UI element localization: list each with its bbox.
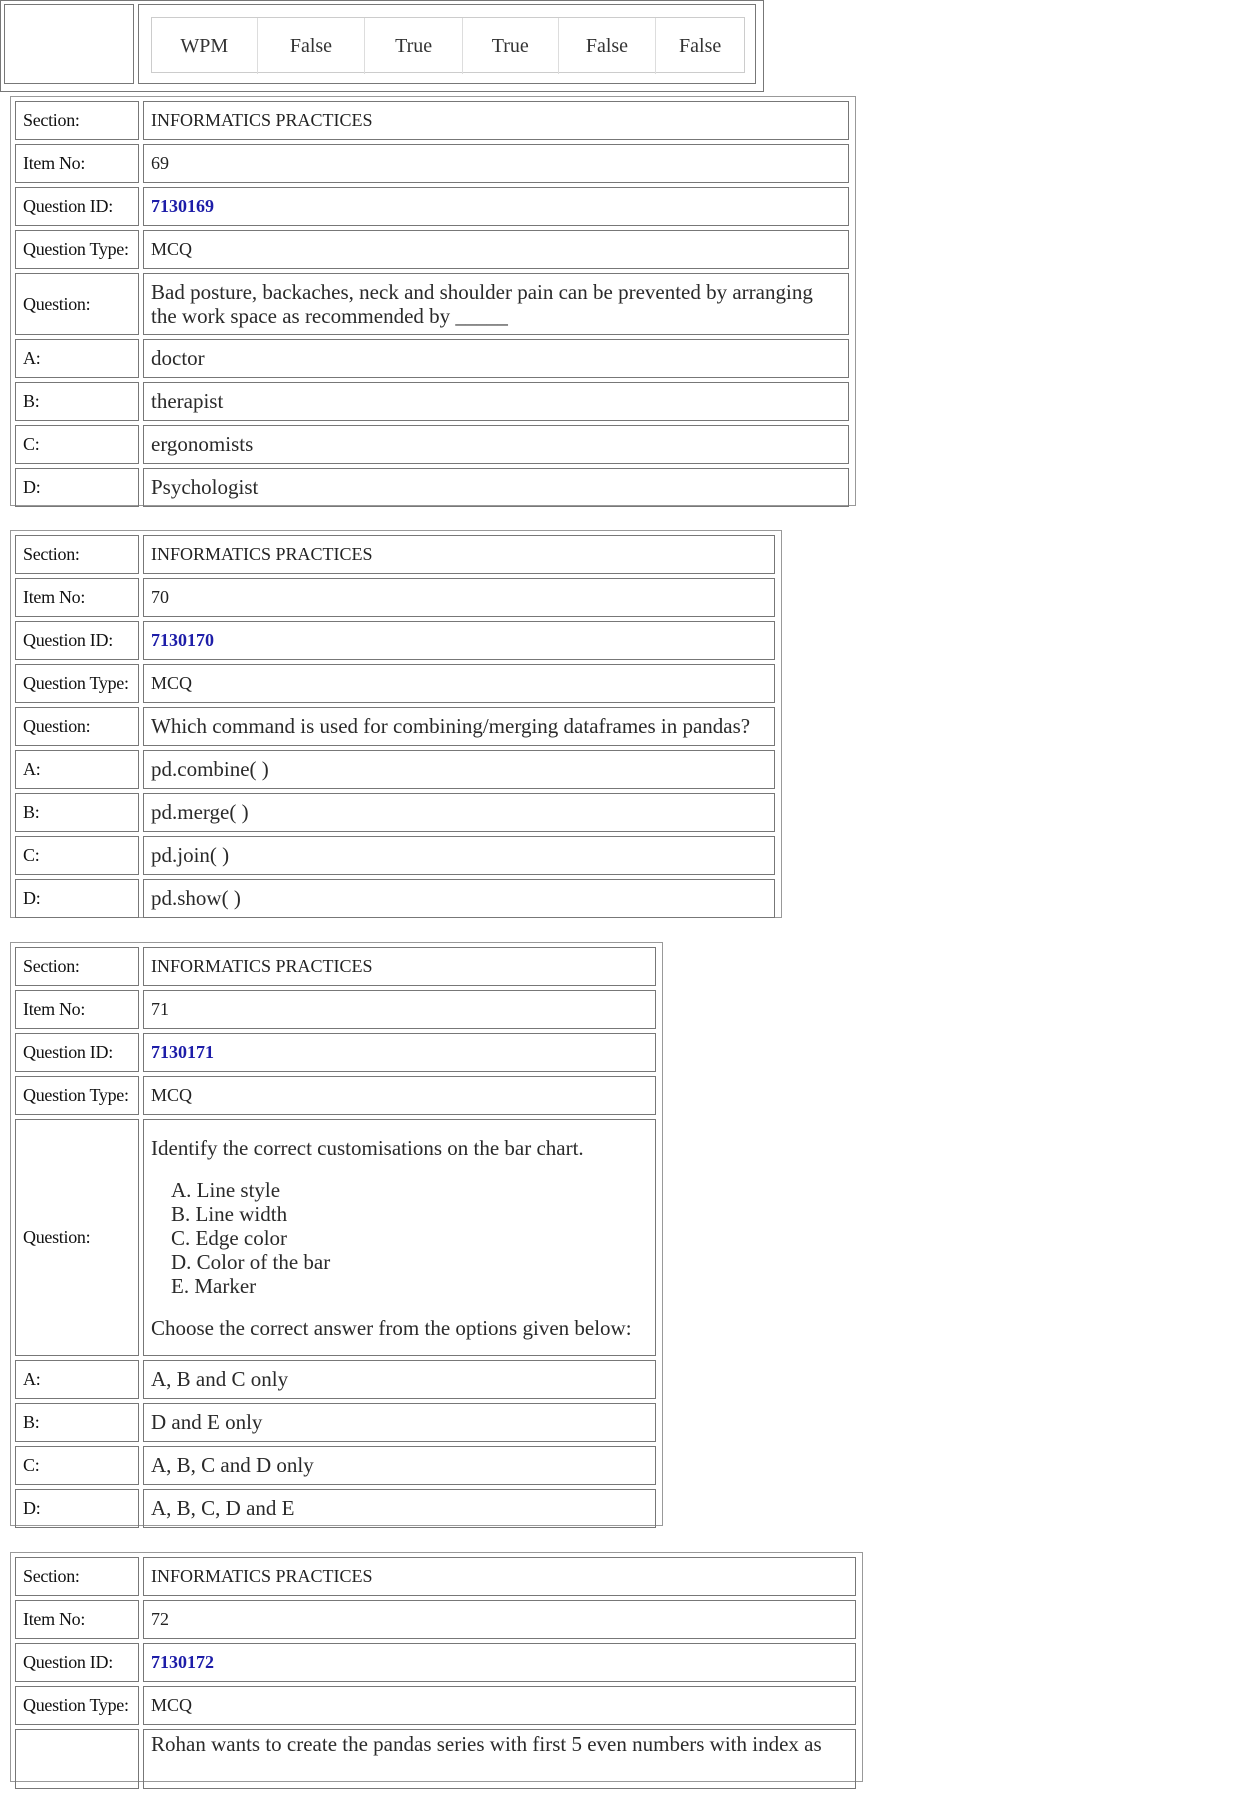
- truth-table-cell: False: [258, 18, 366, 74]
- option-d-value: A, B, C, D and E: [143, 1489, 656, 1528]
- item-no-label: Item No:: [15, 578, 139, 617]
- question-line: Bad posture, backaches, neck and shoulder pain can be prevented by arranging: [151, 280, 813, 304]
- item-no-label: Item No:: [15, 990, 139, 1029]
- question-text: [143, 1119, 656, 1356]
- option-c-label: C:: [15, 1446, 139, 1485]
- question-type-label: Question Type:: [15, 664, 139, 703]
- truth-table-cell: True: [463, 18, 559, 74]
- question-id-value: 7130172: [143, 1643, 856, 1682]
- previous-value-cell: [138, 4, 756, 84]
- question-id-label: Question ID:: [15, 1643, 139, 1682]
- option-b-value: therapist: [143, 382, 849, 421]
- truth-table-row: [152, 18, 744, 74]
- question-id-value: 7130169: [143, 187, 849, 226]
- question-sublist: [171, 1178, 648, 1298]
- question-id-value: 7130171: [143, 1033, 656, 1072]
- option-d-label: D:: [15, 1489, 139, 1528]
- section-value: INFORMATICS PRACTICES: [143, 535, 775, 574]
- option-a-value: doctor: [143, 339, 849, 378]
- item-no-label: Item No:: [15, 144, 139, 183]
- option-c-value: pd.join( ): [143, 836, 775, 875]
- option-b-label: B:: [15, 382, 139, 421]
- item-no-label: Item No:: [15, 1600, 139, 1639]
- sublist-item: B. Line width: [171, 1201, 288, 1226]
- section-value: INFORMATICS PRACTICES: [143, 101, 849, 140]
- item-no-value: 69: [143, 144, 849, 183]
- item-no-value: 72: [143, 1600, 856, 1639]
- question-label: Question:: [15, 1119, 139, 1356]
- previous-question-table: [0, 0, 764, 92]
- question-type-label: Question Type:: [15, 1686, 139, 1725]
- question-id-label: Question ID:: [15, 187, 139, 226]
- option-a-label: A:: [15, 1360, 139, 1399]
- sublist-item: C. Edge color: [171, 1225, 288, 1250]
- question-block: [10, 942, 663, 1526]
- section-value: INFORMATICS PRACTICES: [143, 947, 656, 986]
- option-a-label: A:: [15, 750, 139, 789]
- question-label: Question:: [15, 273, 139, 335]
- item-no-value: 71: [143, 990, 656, 1029]
- question-line: the work space as recommended by _____: [151, 304, 508, 328]
- section-label: Section:: [15, 1557, 139, 1596]
- question-type-label: Question Type:: [15, 230, 139, 269]
- question-id-label: Question ID:: [15, 621, 139, 660]
- option-b-label: B:: [15, 1403, 139, 1442]
- section-label: Section:: [15, 947, 139, 986]
- option-d-value: Psychologist: [143, 468, 849, 507]
- question-type-value: MCQ: [143, 1686, 856, 1725]
- truth-table: [151, 17, 745, 73]
- question-text: [143, 273, 849, 335]
- option-d-value: pd.show( ): [143, 879, 775, 918]
- sublist-item: D. Color of the bar: [171, 1249, 331, 1274]
- question-block: [10, 530, 782, 918]
- question-text: Rohan wants to create the pandas series with first 5 even numbers with index as: [143, 1729, 856, 1789]
- option-b-label: B:: [15, 793, 139, 832]
- question-label: Question:: [15, 707, 139, 746]
- question-block: [10, 1552, 863, 1782]
- question-label-cell: [15, 1729, 139, 1789]
- question-type-value: MCQ: [143, 664, 775, 703]
- option-d-label: D:: [15, 879, 139, 918]
- item-no-value: 70: [143, 578, 775, 617]
- question-id-label: Question ID:: [15, 1033, 139, 1072]
- sublist-item: A. Line style: [171, 1177, 281, 1202]
- option-c-value: A, B, C and D only: [143, 1446, 656, 1485]
- question-id-value: 7130170: [143, 621, 775, 660]
- option-b-value: pd.merge( ): [143, 793, 775, 832]
- truth-table-cell: False: [559, 18, 657, 74]
- option-a-label: A:: [15, 339, 139, 378]
- option-a-value: pd.combine( ): [143, 750, 775, 789]
- option-c-label: C:: [15, 425, 139, 464]
- section-label: Section:: [15, 535, 139, 574]
- question-type-value: MCQ: [143, 1076, 656, 1115]
- section-value: INFORMATICS PRACTICES: [143, 1557, 856, 1596]
- question-text: Which command is used for combining/merging dataframes in pandas?: [143, 707, 775, 746]
- truth-table-cell: False: [679, 34, 722, 57]
- question-footer: Choose the correct answer from the options given below:: [151, 1315, 632, 1340]
- option-a-value: A, B and C only: [143, 1360, 656, 1399]
- question-type-label: Question Type:: [15, 1076, 139, 1115]
- question-type-value: MCQ: [143, 230, 849, 269]
- option-c-value: ergonomists: [143, 425, 849, 464]
- truth-table-cell: WPM: [152, 18, 258, 74]
- option-d-label: D:: [15, 468, 139, 507]
- sublist-item: E. Marker: [171, 1273, 257, 1298]
- question-line: Identify the correct customisations on the bar chart.: [151, 1135, 584, 1160]
- option-b-value: D and E only: [143, 1403, 656, 1442]
- truth-table-cell: True: [365, 18, 463, 74]
- question-block: [10, 96, 856, 506]
- section-label: Section:: [15, 101, 139, 140]
- previous-label-cell: [4, 4, 134, 84]
- option-c-label: C:: [15, 836, 139, 875]
